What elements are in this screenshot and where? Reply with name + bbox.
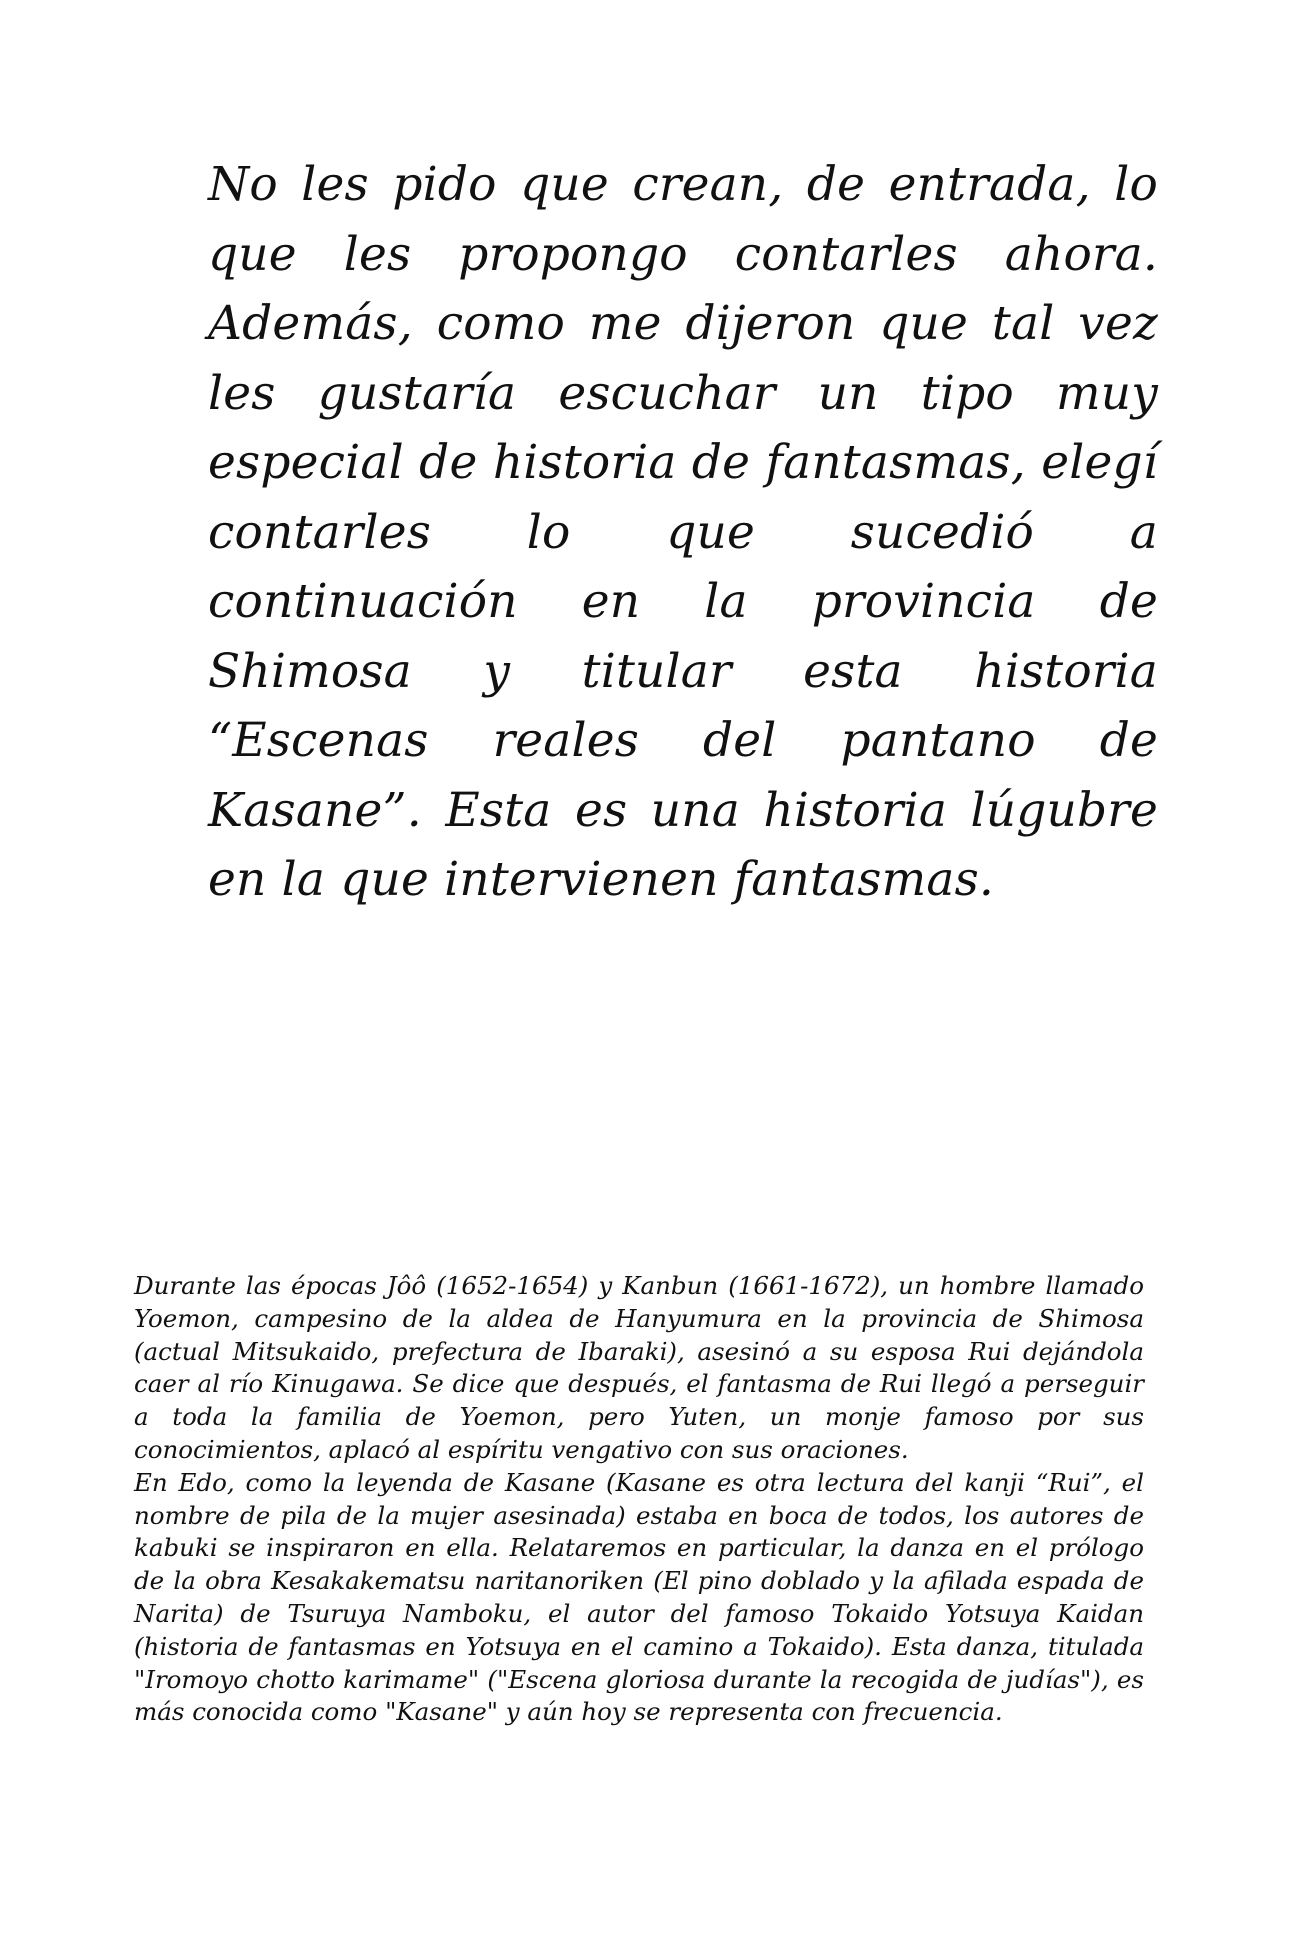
notes-paragraph-1: Durante las épocas Jôô (1652-1654) y Kanbun (1661-1672), un hombre llamado Yoemon, campesino de la aldea de Hanyumura en la provincia de Shimosa (actual Mitsukaido, prefectura de Ibaraki), asesinó a su esposa Rui dejándola caer al río Kinugawa. Se dice que después, el fantasma de Rui llegó a perseguir a toda la familia de Yoemon, pero Yuten, un monje famoso por sus conocimientos, aplacó al espíritu vengativo con sus oraciones. bbox=[134, 1271, 1144, 1464]
intro-paragraph: No les pido que crean, de entrada, lo que les propongo contarles ahora. Además, como me dijeron que tal vez les gustaría escuchar un tipo muy especial de historia de fantasmas, elegí contarles lo que sucedió a continuación en la provincia de Shimosa y titular esta historia “Escenas reales del pantano de Kasane”. Esta es una historia lúgubre en la que intervienen fantasmas. bbox=[208, 157, 1158, 907]
notes-section bbox=[134, 1270, 1144, 1729]
notes-paragraph-2: En Edo, como la leyenda de Kasane (Kasane es otra lectura del kanji “Rui”, el nombre de pila de la mujer asesinada) estaba en boca de todos, los autores de kabuki se inspiraron en ella. Relataremos en particular, la danza en el prólogo de la obra Kesakakematsu naritanoriken (El pino doblado y la afilada espada de Narita) de Tsuruya Namboku, el autor del famoso Tokaido Yotsuya Kaidan (historia de fantasmas en Yotsuya en el camino a Tokaido). Esta danza, titulada "Iromoyo chotto karimame" ("Escena gloriosa durante la recogida de judías"), es más conocida como "Kasane" y aún hoy se representa con frecuencia. bbox=[134, 1467, 1144, 1727]
